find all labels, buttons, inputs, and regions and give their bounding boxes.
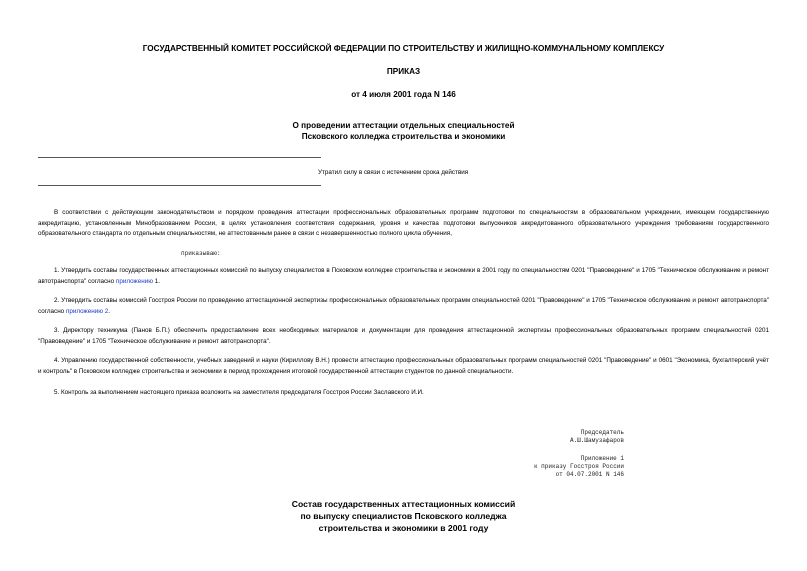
order-item-3: [38, 326, 769, 347]
appendix-title-line-1: Состав государственных аттестационных комиссий: [291, 499, 516, 509]
order-item-4-text: 4. Управлению государственной собственности, учебных заведений и науки (Кириллову В.Н.) провести аттестацию профессиональных образовательных программ специальностей 0201 "Правоведение" и 0601 "Экономика, бухгалтерский учёт и контроль" в Псковском колледже строительства и экономики в период прохождения итоговой государственной аттестации студентов по данной специальности.: [38, 357, 769, 375]
divider-top: [38, 157, 321, 158]
preamble-text: В соответствии с действующим законодательством и порядком проведения аттестации профессиональных образовательных программ подготовки по специальностям в образовательном учреждении, имеющем государственную аккредитацию, установленным Минобразованием России, в целях установления соответствия содержания, уровня и качества подготовки выпускников аккредитованного образовательного учреждения требованиям государственного образовательного стандарта по отдельным специальностям, не аттестованным ранее в связи с незавершенностью полного цикла обучения,: [38, 209, 769, 237]
order-item-2: [38, 296, 769, 317]
order-item-1-text: 1. Утвердить составы государственных аттестационных комиссий по выпуску специалистов в Псковском колледже строительства и экономики в 2001 году по специальностям 0201 "Правоведение" и 1705 "Техническое обслуживание и ремонт автотранспорта" согласно: [38, 267, 769, 285]
appendix-title-line-2: по выпуску специалистов Псковского колледжа: [300, 511, 507, 521]
subject-line-2: Псковского колледжа строительства и экономики: [301, 132, 506, 141]
agency-heading: ГОСУДАРСТВЕННЫЙ КОМИТЕТ РОССИЙСКОЙ ФЕДЕРАЦИИ ПО СТРОИТЕЛЬСТВУ И ЖИЛИЩНО-КОММУНАЛЬНОМУ КОМПЛЕКСУ: [142, 44, 665, 53]
document-subject: [0, 120, 807, 142]
appendix-ref-line-3: от 04.07.2001 N 146: [555, 471, 624, 478]
document-date-number: от 4 июля 2001 года N 146: [351, 90, 456, 99]
appendix-ref-line-1: Приложение 1: [580, 455, 624, 462]
document-type: ПРИКАЗ: [386, 67, 421, 76]
appendix-ref-line-2: к приказу Госстроя России: [533, 463, 624, 470]
appendix-reference: [534, 455, 624, 479]
order-item-2-tail: .: [108, 307, 110, 315]
appendix-2-link[interactable]: приложению 2: [65, 307, 109, 315]
appendix-title: [0, 498, 807, 534]
order-item-1: [38, 266, 769, 287]
appendix-1-link[interactable]: приложению: [115, 277, 153, 285]
order-item-5-text: 5. Контроль за выполнением настоящего приказа возложить на заместителя председателя Госстроя России Заславского И.И.: [54, 389, 424, 396]
status-note: Утратил силу в связи с истечением срока действия: [318, 169, 469, 176]
order-item-3-text: 3. Директору техникума (Панов Б.П.) обеспечить предоставление всех необходимых материалов и документации для проведения аттестационной экспертизы профессиональных образовательных программ специальностей 0201 "Правоведение" и 1705 "Техническое обслуживание и ремонт автотранспорта".: [38, 327, 769, 345]
subject-line-1: О проведении аттестации отдельных специальностей: [292, 121, 515, 130]
signature-name: А.Ш.Шамузафаров: [569, 437, 624, 444]
preamble-paragraph: [38, 208, 769, 240]
order-item-2-text: 2. Утвердить составы комиссий Госстроя России по проведению аттестационной экспертизы профессиональных образовательных программ специальностей 0201 "Правоведение" и 1705 "Техническое обслуживание и ремонт автотранспорта" согласно: [38, 297, 769, 315]
order-item-5: [38, 388, 769, 399]
signature-title: Председатель: [580, 429, 624, 436]
order-item-1-tail: 1.: [154, 277, 160, 285]
signature-block: [570, 429, 624, 445]
divider-bottom: [38, 185, 321, 186]
order-item-4: [38, 356, 769, 377]
appendix-title-line-3: строительства и экономики в 2001 году: [318, 523, 489, 533]
order-word: приказываю:: [181, 250, 221, 257]
